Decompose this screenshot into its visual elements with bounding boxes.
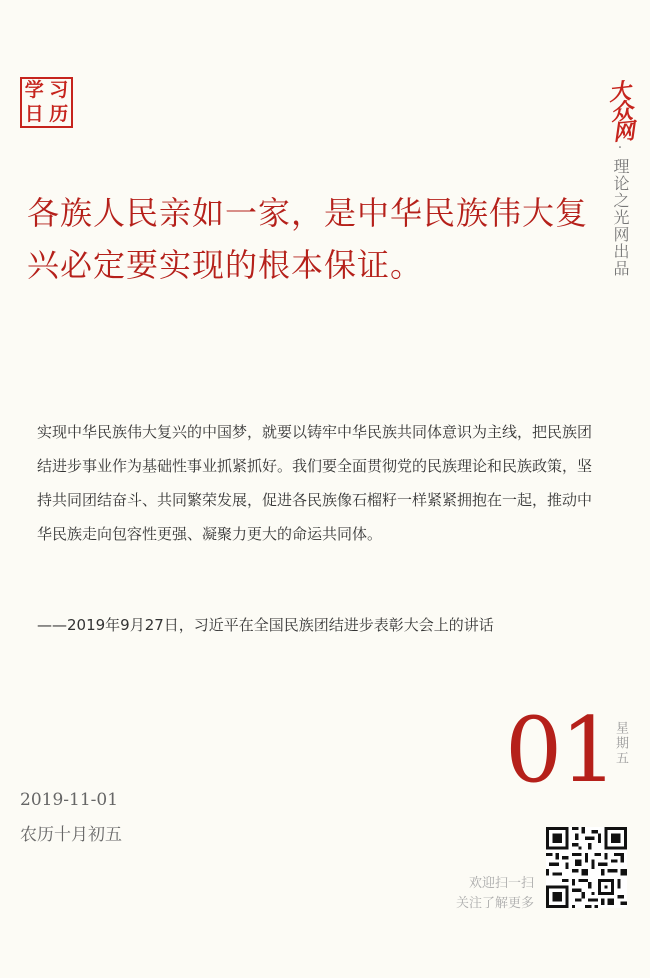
logo-char-4: 历 bbox=[49, 102, 69, 125]
brand-separator: · bbox=[617, 140, 623, 156]
brand-credit bbox=[603, 80, 637, 277]
qr-caption-line1: 欢迎扫一扫 bbox=[468, 876, 534, 891]
qr-caption-line2: 关注了解更多 bbox=[455, 896, 534, 911]
logo-char-3: 日 bbox=[24, 102, 44, 125]
qr-code[interactable] bbox=[546, 827, 627, 908]
body-paragraph: 实现中华民族伟大复兴的中国梦，就要以铸牢中华民族共同体意识为主线，把民族团结进步事业作为基础性事业抓紧抓好。我们要全面贯彻党的民族理论和民族政策，坚持共同团结奋斗、共同繁荣发展，促进各民族像石榴籽一样紧紧拥抱在一起，推动中华民族走向包容性更强、凝聚力更大的命运共同体。 bbox=[37, 423, 593, 543]
headline-quote: 各族人民亲如一家，是中华民族伟大复兴必定要实现的根本保证。 bbox=[27, 194, 589, 284]
logo-char-1: 学 bbox=[24, 79, 44, 102]
weekday-label: 星期五 bbox=[613, 721, 628, 766]
gregorian-date: 2019-11-01 bbox=[20, 790, 119, 810]
quote-source: ——2019年9月27日，习近平在全国民族团结进步表彰大会上的讲话 bbox=[37, 616, 494, 634]
dazhong-logo: 大众网 bbox=[603, 78, 637, 142]
study-calendar-logo bbox=[20, 77, 73, 128]
qr-caption bbox=[440, 874, 534, 914]
logo-char-2: 习 bbox=[49, 79, 69, 102]
day-number: 01 bbox=[505, 698, 616, 803]
brand-subtitle: 理论之光网出品 bbox=[611, 158, 630, 277]
lunar-date: 农历十月初五 bbox=[20, 825, 122, 845]
